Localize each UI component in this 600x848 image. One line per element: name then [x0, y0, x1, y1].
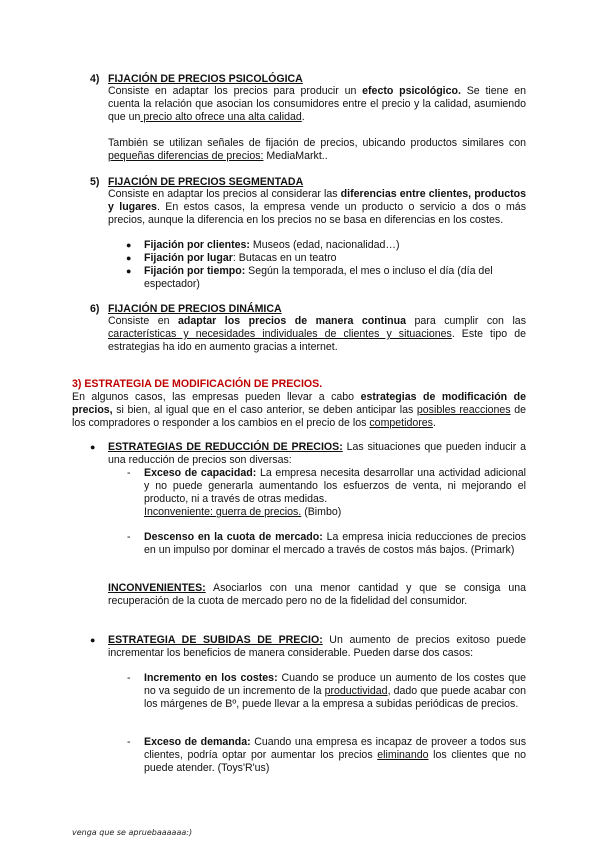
- list-item: ● Fijación por clientes: Museos (edad, nacionalidad…): [126, 239, 400, 251]
- paragraph: ESTRATEGIA DE SUBIDAS DE PRECIO: Un aumento de precios exitoso puede incrementar los beneficios de manera considerable. Pueden darse dos casos:: [108, 634, 526, 659]
- list-item: ● Fijación por lugar: Butacas en un teatro: [126, 252, 337, 264]
- paragraph: ESTRATEGIAS DE REDUCCIÓN DE PRECIOS: Las situaciones que pueden inducir a una reducción de precios son diversas:: [108, 441, 526, 466]
- paragraph: En algunos casos, las empresas pueden llevar a cabo estrategias de modificación de precios, si bien, al igual que en el caso anterior, se deben anticipar las posibles reacciones de los compradores o responder a los cambios en el precio de los competidores.: [72, 391, 526, 429]
- bullet-icon: ●: [126, 253, 132, 263]
- paragraph: Exceso de demanda: Cuando una empresa es incapaz de proveer a todos sus clientes, podría optar por aumentar los precios eliminando los clientes que no puede atender. (Toys'R'us): [144, 736, 526, 774]
- bullet-icon: ●: [126, 240, 132, 250]
- footer-note: venga que se apruebaaaaaa:): [72, 828, 193, 837]
- section-heading: FIJACIÓN DE PRECIOS PSICOLÓGICA: [108, 73, 303, 85]
- dash-marker: -: [127, 736, 131, 748]
- paragraph: Consiste en adaptar los precios para producir un efecto psicológico. Se tiene en cuenta la relación que asocian los consumidores entre el precio y la calidad, asumiendo que un precio alto ofrece una alta calidad.: [108, 85, 526, 123]
- paragraph: Descenso en la cuota de mercado: La empresa inicia reducciones de precios en un impulso por dominar el mercado a través de costos más bajos. (Primark): [144, 531, 527, 556]
- list-item: ● Fijación por tiempo: Según la temporada, el mes o incluso el día (día del espectador): [126, 265, 493, 290]
- section-number: 5): [90, 176, 100, 188]
- paragraph: Exceso de capacidad: La empresa necesita desarrollar una actividad adicional y no puede generarla aumentando los esfuerzos de venta, ni mejorando el producto, ni a través de otras medidas. Inconveniente: guerra de precios. (Bimbo): [144, 467, 526, 518]
- section-heading: FIJACIÓN DE PRECIOS DINÁMICA: [108, 303, 282, 315]
- dash-marker: -: [127, 467, 131, 479]
- paragraph: También se utilizan señales de fijación de precios, ubicando productos similares con pequeñas diferencias de precios: MediaMarkt..: [108, 137, 526, 162]
- chapter-heading: 3) ESTRATEGIA DE MODIFICACIÓN DE PRECIOS.: [72, 378, 323, 390]
- dash-marker: -: [127, 672, 131, 684]
- bullet-icon: ●: [126, 266, 132, 276]
- paragraph: INCONVENIENTES: Asociarlos con una menor cantidad y que se consiga una recuperación de la cuota de mercado pero no de la fidelidad del consumidor.: [108, 582, 526, 607]
- section-heading: FIJACIÓN DE PRECIOS SEGMENTADA: [108, 176, 304, 188]
- section-number: 6): [90, 303, 100, 315]
- paragraph: Incremento en los costes: Cuando se produce un aumento de los costes que no va seguido de un incremento de la productividad, dado que puede acabar con los márgenes de Bº, puede llevar a la empresa a subidas periódicas de precios.: [144, 672, 526, 710]
- bullet-icon: ●: [90, 635, 96, 645]
- section-number: 4): [90, 73, 100, 85]
- bullet-icon: ●: [90, 442, 96, 452]
- paragraph: Consiste en adaptar los precios de manera continua para cumplir con las características y necesidades individuales de clientes y situaciones. Este tipo de estrategias ha ido en aumento gracias a internet.: [108, 315, 526, 353]
- bullet-list: [126, 239, 526, 291]
- dash-marker: -: [127, 531, 131, 543]
- paragraph: Consiste en adaptar los precios al considerar las diferencias entre clientes, productos y lugares. En estos casos, la empresa vende un producto o servicio a dos o más precios, aunque la diferencia en los precios no se basa en diferencias en los costes.: [108, 188, 526, 226]
